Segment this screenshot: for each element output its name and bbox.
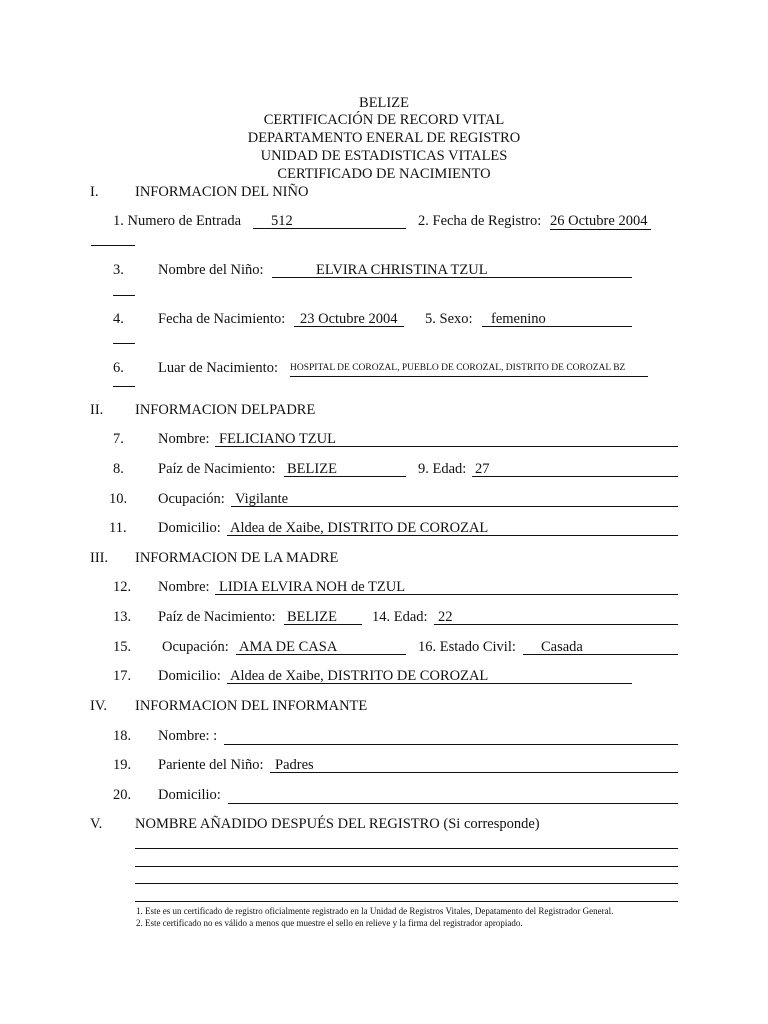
- section-5-line-2: [135, 866, 678, 867]
- field-9-value: 27: [472, 461, 678, 477]
- field-7-label: Nombre:: [158, 431, 210, 447]
- field-17-label: Domicilio:: [158, 668, 221, 684]
- section-4-title: INFORMACION DEL INFORMANTE: [135, 698, 368, 714]
- section-1-title: INFORMACION DEL NIÑO: [135, 184, 309, 200]
- field-4-label: Fecha de Nacimiento:: [158, 311, 286, 327]
- field-20-label: Domicilio:: [158, 787, 221, 803]
- field-14-label: 14. Edad:: [372, 609, 428, 625]
- section-5-roman: V.: [90, 816, 103, 832]
- header-certificado-nacimiento: CERTIFICADO DE NACIMIENTO: [277, 166, 491, 182]
- field-1-label: 1. Numero de Entrada: [113, 213, 242, 229]
- field-12-label: Nombre:: [158, 579, 210, 595]
- section-4-roman: IV.: [90, 698, 108, 714]
- section-5-title: NOMBRE AÑADIDO DESPUÉS DEL REGISTRO (Si corresponde): [135, 816, 540, 832]
- section-3-title: INFORMACION DE LA MADRE: [135, 550, 339, 566]
- field-15-label: Ocupación:: [162, 639, 229, 655]
- field-8-num: 8.: [113, 461, 124, 477]
- field-7-num: 7.: [113, 431, 124, 447]
- field-17-num: 17.: [113, 668, 132, 684]
- field-1-value: 512: [253, 213, 406, 229]
- field-2-continuation-line: [91, 245, 135, 246]
- field-6-value: HOSPITAL DE COROZAL, PUEBLO DE COROZAL, DISTRITO DE COROZAL BZ: [290, 360, 648, 377]
- header-unidad: UNIDAD DE ESTADISTICAS VITALES: [260, 148, 508, 164]
- field-7-value: FELICIANO TZUL: [215, 431, 678, 447]
- field-19-value: Padres: [270, 757, 678, 773]
- field-3-value: ELVIRA CHRISTINA TZUL: [272, 262, 632, 278]
- field-13-num: 13.: [113, 609, 132, 625]
- field-19-num: 19.: [113, 757, 132, 773]
- field-4-num: 4.: [113, 311, 124, 327]
- footnote-1: 1. Este es un certificado de registro oficialmente registrado en la Unidad de Registros Vitales, Depatamento del Registrador General.: [136, 906, 614, 916]
- field-15-num: 15.: [113, 639, 132, 655]
- field-4-value: 23 Octubre 2004: [294, 311, 404, 327]
- field-16-label: 16. Estado Civil:: [418, 639, 516, 655]
- field-6-num: 6.: [113, 360, 124, 376]
- section-2-title: INFORMACION DELPADRE: [135, 402, 316, 418]
- field-5-label: 5. Sexo:: [425, 311, 473, 327]
- field-14-value: 22: [434, 609, 678, 625]
- field-12-num: 12.: [113, 579, 132, 595]
- section-5-line-1: [135, 848, 678, 849]
- section-2-roman: II.: [90, 402, 104, 418]
- section-3-roman: III.: [90, 550, 109, 566]
- field-8-value: BELIZE: [284, 461, 406, 477]
- field-13-value: BELIZE: [284, 609, 362, 625]
- section-5-line-3: [135, 883, 678, 884]
- field-18-value: [224, 728, 678, 745]
- field-6-label: Luar de Nacimiento:: [158, 360, 278, 376]
- header-certificacion: CERTIFICACIÓN DE RECORD VITAL: [263, 112, 505, 128]
- field-3-continuation-line: [113, 295, 135, 296]
- field-19-label: Pariente del Niño:: [158, 757, 264, 773]
- field-3-label: Nombre del Niño:: [158, 262, 264, 278]
- field-6-continuation-line: [113, 386, 135, 387]
- section-5-line-4: [135, 901, 678, 902]
- field-11-label: Domicilio:: [158, 520, 221, 536]
- field-20-num: 20.: [113, 787, 132, 803]
- field-2-value: 26 Octubre 2004: [550, 213, 651, 230]
- field-12-value: LIDIA ELVIRA NOH de TZUL: [215, 579, 678, 595]
- footnote-2: 2. Este certificado no es válido a menos que muestre el sello en relieve y la firma del registrador apropiado.: [136, 918, 523, 928]
- field-13-label: Paíz de Nacimiento:: [158, 609, 276, 625]
- field-9-label: 9. Edad:: [418, 461, 467, 477]
- field-11-num: 11.: [109, 520, 127, 536]
- header-departamento: DEPARTAMENTO ENERAL DE REGISTRO: [247, 130, 521, 146]
- field-20-value: [228, 787, 678, 804]
- field-11-value: Aldea de Xaibe, DISTRITO DE COROZAL: [227, 520, 678, 536]
- field-5-continuation-line: [113, 343, 135, 344]
- section-1-roman: I.: [90, 184, 99, 200]
- field-3-num: 3.: [113, 262, 124, 278]
- field-15-value: AMA DE CASA: [236, 639, 406, 655]
- field-16-value: Casada: [523, 639, 678, 655]
- field-5-value: femenino: [482, 311, 632, 327]
- field-10-num: 10.: [109, 491, 128, 507]
- field-10-label: Ocupación:: [158, 491, 225, 507]
- header-belize: BELIZE: [359, 95, 409, 111]
- field-17-value: Aldea de Xaibe, DISTRITO DE COROZAL: [227, 668, 632, 684]
- field-18-label: Nombre: :: [158, 728, 218, 744]
- field-2-label: 2. Fecha de Registro:: [418, 213, 542, 229]
- field-10-value: Vigilante: [231, 491, 678, 507]
- field-18-num: 18.: [113, 728, 132, 744]
- field-8-label: Paíz de Nacimiento:: [158, 461, 276, 477]
